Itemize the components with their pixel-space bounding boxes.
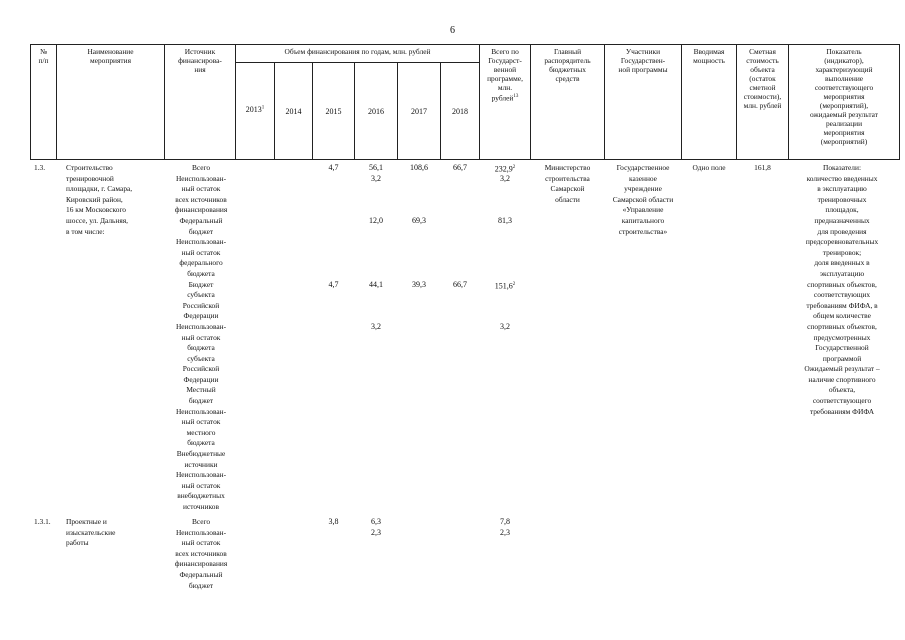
year-2017: 2017: [411, 107, 427, 116]
header-indicator: Показатель (индикатор), характеризующий выполнение соответствующего мероприятия (мероприятий), ожидаемый результат реализации мероприятия (мероприятий): [810, 47, 878, 146]
row-1-3-federal-sum: 81,3: [498, 216, 512, 225]
row-1-3-total-sum: 232,9$^2$: [494, 164, 516, 174]
row-1-3-regional-2017: 39,3: [412, 280, 426, 289]
row-1-3-participants: Государственное казенное учреждение Самарской области «Управление капитального строительства»: [612, 163, 674, 236]
row-1-3-total-2018: 66,7: [453, 163, 467, 172]
table-header: [30, 44, 900, 160]
row-1-3-total-2015: 4,7: [328, 163, 339, 172]
header-manager: Главный распорядитель бюджетных средств: [544, 47, 591, 83]
row-1-3-manager: Министерство строительства Самарской области: [544, 163, 591, 204]
header-name: Наименование мероприятия: [87, 47, 134, 65]
header-capacity: Вводимая мощность: [693, 47, 725, 65]
row-1-3-1-total-sum: 7,8: [500, 517, 510, 526]
row-1-3-1-sources: Всего Неиспользован- ный остаток всех источников финансирования Федеральный бюджет: [174, 517, 228, 590]
row-1-3-regional-2015: 4,7: [328, 280, 339, 289]
row-1-3-rest-region-sum: 3,2: [500, 322, 510, 331]
row-1-3-1-num: 1.3.1.: [34, 517, 51, 526]
row-1-3-indicator: Показатели: количество введенных в эксплуатацию тренировочных площадок, предназначенных для проведения предсоревновательных тренировок; доля введенных в эксплуатацию спортивных объектов, соответствующих требованиям ФИФА, в общем количестве спортивных объектов, предусмотренных Государственной программой Ожидаемый результат – наличие спортивного объекта, соответствующего требованиям ФИФА: [804, 163, 880, 416]
row-1-3-num: 1.3.: [34, 163, 46, 172]
row-1-3-total-2017: 108,6: [410, 163, 428, 172]
header-source: Источник финансирова- ния: [178, 47, 222, 74]
year-2015: 2015: [325, 107, 342, 116]
header-cost: Сметная стоимость объекта (остаток сметной стоимости), млн. рублей: [743, 47, 782, 110]
header-total: Всего по Государст- венной программе, млн. рублей$^{13}$: [487, 47, 523, 103]
row-1-3-rest-all-2016: 3,2: [371, 174, 381, 183]
header-participants: Участники Государствен- ной программы: [618, 47, 668, 74]
row-1-3-1-rest-all-2016: 2,3: [371, 528, 381, 537]
row-1-3-rest-region-2016: 3,2: [371, 322, 381, 331]
row-1-3-1-total-2015: 3,8: [328, 517, 339, 526]
row-1-3-total-2016: 56,1: [369, 163, 383, 172]
page-number: 6: [450, 25, 455, 36]
year-2016: 2016: [368, 107, 384, 116]
row-1-3-regional-sum: 151,6$^2$: [494, 281, 516, 291]
year-2018: 2018: [452, 107, 468, 116]
row-1-3-sources: Всего Неиспользован- ный остаток всех источников финансирования Федеральный бюджет Неиспользован- ный остаток федерального бюджета Бюджет субъекта Российской Федерации Неиспользован- ный остаток бюджета субъекта Российской Федерации Местный бюджет Неиспользован- ный остаток местного бюджета Внебюджетные источники Неиспользован- ный остаток внебюджетных источников: [174, 163, 228, 511]
row-1-3-federal-2017: 69,3: [412, 216, 426, 225]
row-1-3-name: Строительство тренировочной площадки, г. Самара, Кировский район, 16 км Московского шоссе, ул. Дальняя, в том числе:: [66, 163, 133, 236]
row-1-3-cost: 161,8: [754, 163, 771, 172]
header-num: № п/п: [38, 47, 49, 65]
row-1-3-1-rest-all-sum: 2,3: [500, 528, 510, 537]
row-1-3-rest-all-sum: 3,2: [500, 174, 510, 183]
year-2013: 2013$^1$: [245, 105, 265, 114]
row-1-3-regional-2016: 44,1: [369, 280, 383, 289]
row-1-3-capacity: Одно поле: [692, 163, 726, 172]
row-1-3-regional-2018: 66,7: [453, 280, 467, 289]
year-2014: 2014: [285, 107, 302, 116]
header-volume: Объем финансирования по годам, млн. рублей: [284, 47, 431, 56]
row-1-3-federal-2016: 12,0: [369, 216, 383, 225]
row-1-3-1-total-2016: 6,3: [371, 517, 381, 526]
row-1-3-1-name: Проектные и изыскательские работы: [66, 517, 116, 548]
